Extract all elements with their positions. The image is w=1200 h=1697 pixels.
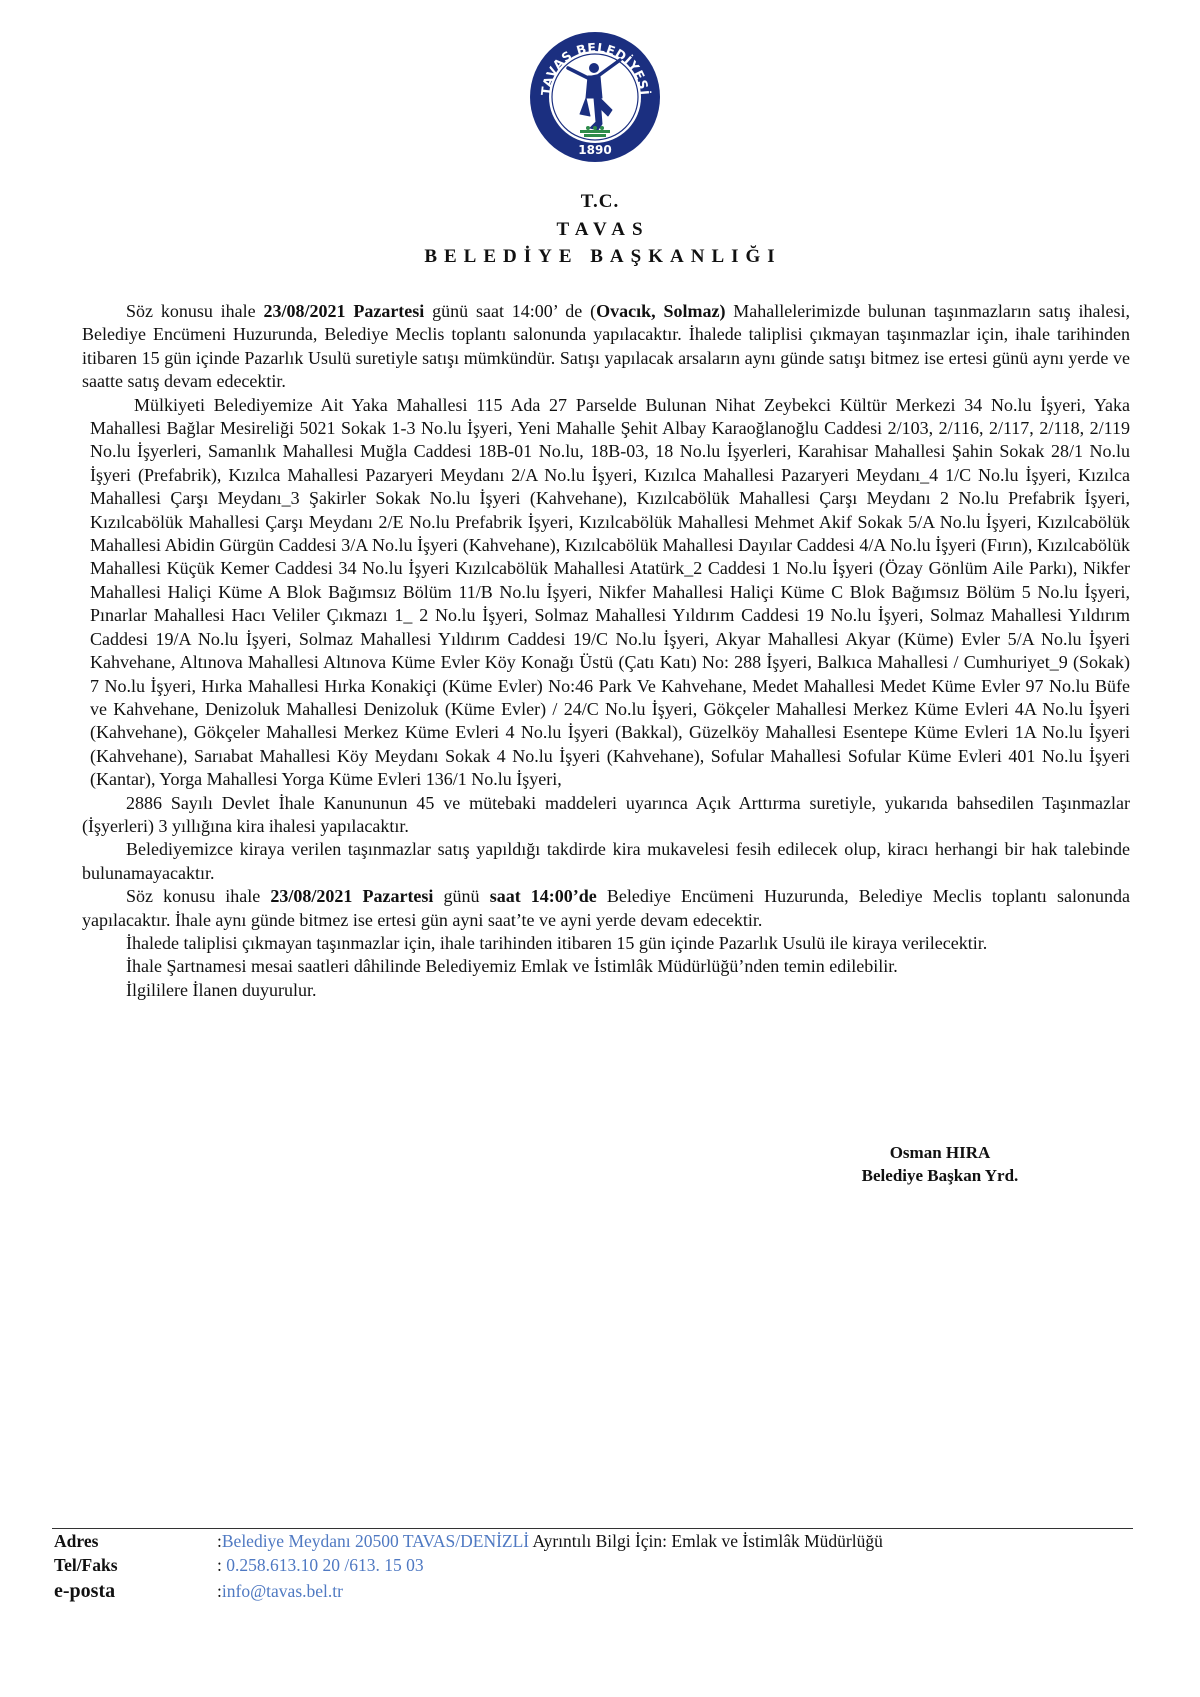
header-tc: T.C. — [580, 191, 620, 212]
footer — [54, 1529, 1154, 1605]
paragraph-specification: İhale Şartnamesi mesai saatleri dâhilinde Belediyemiz Emlak ve İstimlâk Müdürlüğü’nden temin edilebilir. — [126, 956, 898, 977]
email-link[interactable]: info@tavas.bel.tr — [221, 1581, 343, 1601]
address-info: Ayrıntılı Bilgi İçin: Emlak ve İstimlâk Müdürlüğü — [529, 1531, 883, 1551]
tavas-municipality-logo — [528, 30, 662, 164]
svg-text:TAVAS BELEDİYESİ: TAVAS BELEDİYESİ — [537, 39, 653, 97]
paragraph-sale-auction: Söz konusu ihale 23/08/2021 Pazartesi günü saat 14:00’ de (Ovacık, Solmaz) Mahallelerimizde bulunan taşınmazların satış ihalesi, Belediye Encümeni Huzurunda, Belediye Meclis toplantı salonunda yapılacaktır. İhalede taliplisi çıkmayan taşınmazlar için, ihale tarihinden itibaren 15 gün içinde Pazarlık Usulü suretiyle satışı mümkündür. Satışı yapılacak arsaların aynı günde satışı bitmez ise ertesi günü aynı yerde ve saatte satış devam edecektir. — [82, 301, 1130, 392]
rent-auction-time: saat 14:00’de — [489, 886, 597, 907]
rent-auction-date: 23/08/2021 Pazartesi — [270, 886, 434, 907]
tel-value[interactable]: 0.258.613.10 20 /613. 15 03 — [221, 1555, 424, 1575]
logo-year: 1890 — [578, 143, 612, 157]
header-belediye-baskanligi: BELEDİYE BAŞKANLIĞI — [424, 246, 782, 267]
paragraph-lease-termination: Belediyemizce kiraya verilen taşınmazlar satış yapıldığı takdirde kira mukavelesi fesih edilecek olup, kiracı herhangi bir hak talebinde bulunamayacaktır. — [82, 839, 1130, 883]
signatory-title: Belediye Başkan Yrd. — [861, 1166, 1019, 1185]
footer-email-row: e-posta :info@tavas.bel.tr — [54, 1577, 1154, 1605]
paragraph-property-list: Mülkiyeti Belediyemize Ait Yaka Mahallesi 115 Ada 27 Parselde Bulunan Nihat Zeybekci Kültür Merkezi 34 No.lu İşyeri, Yaka Mahallesi Bağlar Mesireliği 5021 Sokak 1-3 No.lu İşyeri, Yeni Mahalle Şehit Albay Karaoğlanoğlu Caddesi 2/103, 2/116, 2/117, 2/118, 2/119 No.lu İşyerleri, Samanlık Mahallesi Muğla Caddesi 18B-01 No.lu, 18B-03, 18 No.lu İşyerleri, Karahisar Mahallesi Şahin Sokak 28/1 No.lu İşyeri (Prefabrik), Kızılca Mahallesi Pazaryeri Meydanı 2/A No.lu İşyeri, Kızılca Mahallesi Pazaryeri Meydanı_4 1/C No.lu İşyeri, Kızılca Mahallesi Çarşı Meydanı_3 Şakirler Sokak No.lu İşyeri (Kahvehane), Kızılcabölük Mahallesi Çarşı Meydanı 2 No.lu Prefabrik İşyeri, Kızılcabölük Mahallesi Çarşı Meydanı 2/E No.lu Prefabrik İşyeri, Kızılcabölük Mahallesi Mehmet Akif Sokak 5/A No.lu İşyeri, Kızılcabölük Mahallesi Abidin Gürgün Caddesi 3/A No.lu İşyeri (Kahvehane), Kızılcabölük Mahallesi Dayılar Caddesi 4/A No.lu İşyeri (Fırın), Kızılcabölük Mahallesi Küçük Kemer Caddesi 34 No.lu İşyeri Kızılcabölük Mahallesi Atatürk_2 Caddesi 1 No.lu İşyeri (Özay Gönlüm Aile Parkı), Nikfer Mahallesi Haliçi Küme A Blok Bağımsız Bölüm 11/B No.lu İşyeri, Nikfer Mahallesi Haliçi Küme C Blok Bağımsız Bölüm 5 No.lu İşyeri, Pınarlar Mahallesi Hacı Veliler Çıkmazı 1_ 2 No.lu İşyeri, Solmaz Mahallesi Yıldırım Caddesi 19 No.lu İşyeri, Solmaz Mahallesi Yıldırım Caddesi 19/A No.lu İşyeri, Solmaz Mahallesi Yıldırım Caddesi 19/C No.lu İşyeri, Akyar Mahallesi Akyar (Küme) Evler 5/A No.lu İşyeri Kahvehane, Altınova Mahallesi Altınova Küme Evler Köy Konağı Üstü (Çatı Katı) No: 288 İşyeri, Balkıca Mahallesi / Cumhuriyet_9 (Sokak) 7 No.lu İşyeri, Hırka Mahallesi Hırka Konakiçi (Küme Evler) No:46 Park Ve Kahvehane, Medet Mahallesi Medet Küme Evler 97 No.lu Büfe ve Kahvehane, Denizoluk Mahallesi Denizoluk (Küme Evler) / 24/C No.lu İşyeri, Gökçeler Mahallesi Merkez Küme Evleri 4A No.lu İşyeri (Kahvehane), Gökçeler Mahallesi Merkez Küme Evleri 4 No.lu İşyeri (Bakkal), Güzelköy Mahallesi Esentepe Küme Evleri 1A No.lu İşyeri (Kahvehane), Sarıabat Mahallesi Köy Meydanı Sokak 4 No.lu İşyeri (Kahvehane), Sofular Mahallesi Sofular Küme Evleri 401 No.lu İşyeri (Kantar), Yorga Mahallesi Yorga Küme Evleri 136/1 No.lu İşyeri, — [90, 394, 1130, 790]
paragraph-rent-auction: Söz konusu ihale 23/08/2021 Pazartesi günü saat 14:00’de Belediye Encümeni Huzurunda, Belediye Meclis toplantı salonunda yapılacaktır. İhale aynı günde bitmez ise ertesi gün ayni saat’te ve ayni yerde devam edecektir. — [82, 886, 1130, 930]
paragraph-negotiation: İhalede taliplisi çıkmayan taşınmazlar için, ihale tarihinden itibaren 15 gün içinde Pazarlık Usulü ile kiraya verilecektir. — [126, 932, 988, 953]
address-label: Adres — [54, 1531, 99, 1551]
header-tavas: TAVAS — [556, 219, 650, 240]
signature-block — [830, 1141, 1050, 1187]
paragraph-announcement: İlgililere İlanen duyurulur. — [126, 979, 317, 1000]
signatory-name: Osman HIRA — [889, 1143, 991, 1162]
paragraph-law-2886: 2886 Sayılı Devlet İhale Kanununun 45 ve mütebaki maddeleri uyarınca Açık Arttırma suretiyle, yukarıda bahsedilen Taşınmazlar (İşyerleri) 3 yıllığına kira ihalesi yapılacaktır. — [82, 792, 1130, 836]
email-label: e-posta — [54, 1580, 116, 1602]
auction-date: 23/08/2021 Pazartesi — [263, 301, 425, 321]
announcement-body — [82, 300, 1130, 1002]
footer-tel-row: Tel/Faks : 0.258.613.10 20 /613. 15 03 — [54, 1555, 424, 1575]
tel-label: Tel/Faks — [54, 1555, 118, 1575]
address-link[interactable]: Belediye Meydanı 20500 TAVAS/DENİZLİ — [221, 1531, 530, 1551]
neighborhoods: Ovacık, Solmaz) — [596, 301, 726, 321]
footer-address-row: Adres :Belediye Meydanı 20500 TAVAS/DENİZLİ Ayrıntılı Bilgi İçin: Emlak ve İstimlâk Müdürlüğü — [54, 1531, 883, 1551]
